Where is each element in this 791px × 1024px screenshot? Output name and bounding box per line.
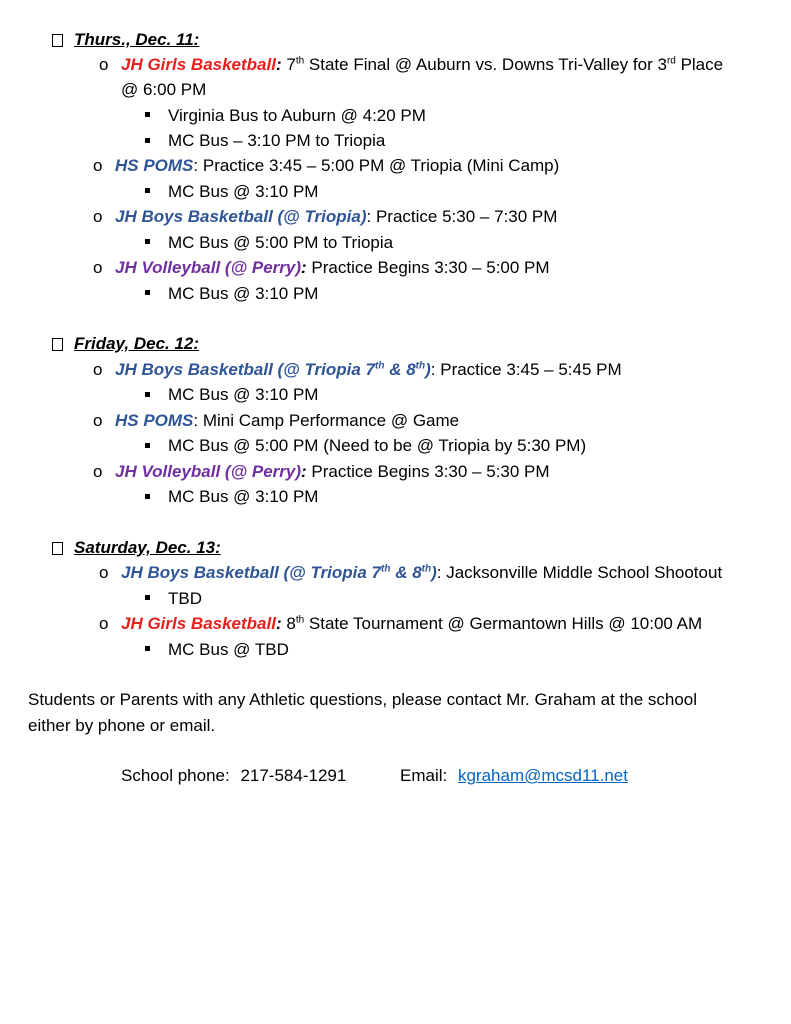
contact-info — [121, 765, 346, 787]
bullet-square — [145, 646, 150, 651]
bullet-square — [145, 112, 150, 117]
bullet-square — [145, 239, 150, 244]
day-heading-thursday: Thurs., Dec. 11: — [52, 29, 199, 51]
bullet-circle: o — [99, 614, 109, 633]
bullet-square — [145, 595, 150, 600]
sub-item: MC Bus – 3:10 PM to Triopia — [168, 131, 386, 150]
bullet-circle: o — [99, 55, 109, 74]
contact-note-line2: either by phone or email. — [28, 716, 216, 735]
event-jh-volleyball: JH Volleyball (@ Perry): Practice Begins 3:30 – 5:00 PM — [115, 258, 550, 277]
sub-item: MC Bus @ 3:10 PM — [168, 284, 319, 303]
sub-item: MC Bus @ 3:10 PM — [168, 487, 319, 506]
event-jh-boys-basketball: JH Boys Basketball (@ Triopia): Practice 5:30 – 7:30 PM — [115, 207, 558, 226]
event-jh-girls-basketball: JH Girls Basketball: 7th State Final @ Auburn vs. Downs Tri-Valley for 3rd Place — [121, 55, 724, 74]
bullet-circle: o — [93, 360, 103, 379]
day-heading-friday: Friday, Dec. 12: — [52, 333, 199, 355]
sub-item: MC Bus @ TBD — [168, 640, 289, 659]
event-continuation: @ 6:00 PM — [121, 80, 207, 99]
contact-note-line1: Students or Parents with any Athletic questions, please contact Mr. Graham at the school — [28, 690, 698, 709]
phone-number: 217-584-1291 — [240, 766, 347, 785]
bullet-square — [145, 188, 150, 193]
bullet-box-icon — [52, 542, 63, 555]
email-link[interactable]: kgraham@mcsd11.net — [457, 766, 628, 785]
bullet-square — [145, 138, 150, 143]
bullet-square — [145, 494, 150, 499]
email-label: Email: — [400, 766, 448, 785]
sub-item: Virginia Bus to Auburn @ 4:20 PM — [168, 106, 426, 125]
bullet-circle: o — [93, 156, 103, 175]
bullet-square — [145, 392, 150, 397]
phone-label: School phone: — [121, 766, 230, 785]
sub-item: MC Bus @ 5:00 PM to Triopia — [168, 233, 394, 252]
sub-item: TBD — [168, 589, 202, 608]
sub-item: MC Bus @ 3:10 PM — [168, 182, 319, 201]
event-jh-volleyball: JH Volleyball (@ Perry): Practice Begins 3:30 – 5:30 PM — [115, 462, 550, 481]
sub-item: MC Bus @ 3:10 PM — [168, 385, 319, 404]
bullet-square — [145, 290, 150, 295]
bullet-circle: o — [99, 563, 109, 582]
bullet-circle: o — [93, 207, 103, 226]
event-jh-boys-basketball: JH Boys Basketball (@ Triopia 7th & 8th): Practice 3:45 – 5:45 PM — [115, 360, 622, 379]
bullet-circle: o — [93, 462, 103, 481]
email-info — [400, 765, 628, 787]
event-hs-poms: HS POMS: Mini Camp Performance @ Game — [115, 411, 460, 430]
sub-item: MC Bus @ 5:00 PM (Need to be @ Triopia by 5:30 PM) — [168, 436, 587, 455]
event-jh-girls-basketball: JH Girls Basketball: 8th State Tournament @ Germantown Hills @ 10:00 AM — [121, 614, 703, 633]
event-hs-poms: HS POMS: Practice 3:45 – 5:00 PM @ Triopia (Mini Camp) — [115, 156, 560, 175]
bullet-box-icon — [52, 338, 63, 351]
bullet-box-icon — [52, 34, 63, 47]
bullet-circle: o — [93, 411, 103, 430]
bullet-square — [145, 443, 150, 448]
bullet-circle: o — [93, 258, 103, 277]
event-jh-boys-basketball: JH Boys Basketball (@ Triopia 7th & 8th): Jacksonville Middle School Shootout — [121, 563, 723, 582]
day-heading-saturday: Saturday, Dec. 13: — [52, 537, 221, 559]
